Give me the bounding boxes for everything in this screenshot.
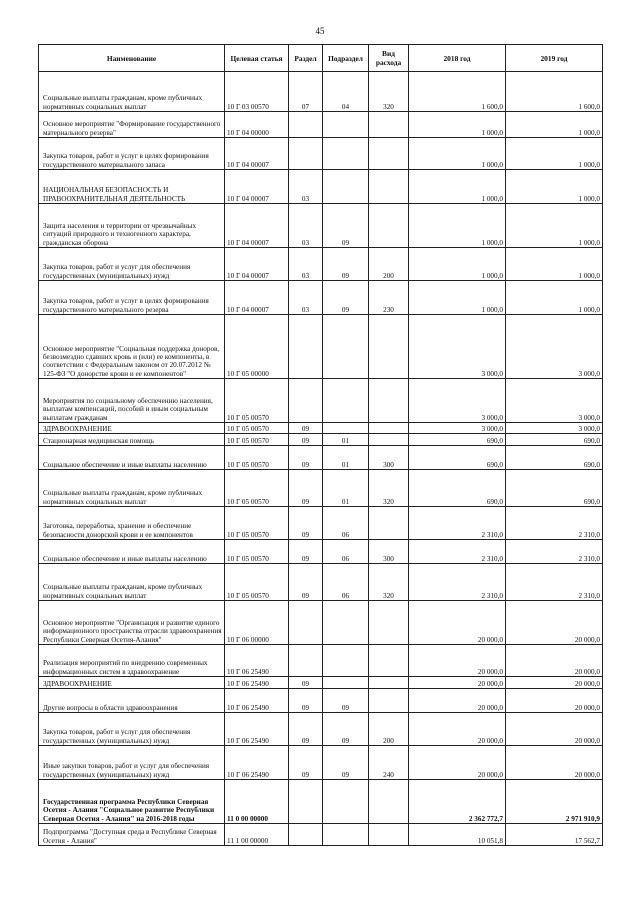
row-name: Иные закупки товаров, работ и услуг для обеспечения государственных (муниципальных) нужд: [39, 746, 225, 780]
row-target-article: 10 Г 04 00000: [225, 112, 289, 138]
row-amount-2019: 2 310,0: [506, 540, 603, 564]
row-subsection: 06: [323, 507, 369, 540]
row-amount-2019: 3 000,0: [506, 315, 603, 379]
table-row: [39, 470, 603, 507]
row-subsection: 09: [323, 281, 369, 315]
row-name: ЗДРАВООХРАНЕНИЕ: [39, 423, 225, 434]
row-amount-2018: 1 000,0: [409, 281, 506, 315]
table-row: [39, 507, 603, 540]
row-amount-2019: 20 000,0: [506, 689, 603, 713]
row-section: 03: [289, 170, 323, 204]
row-target-article: 10 Г 06 25490: [225, 746, 289, 780]
row-section: 09: [289, 746, 323, 780]
row-amount-2018: 690,0: [409, 470, 506, 507]
row-name: Основное мероприятие "Организация и развитие единого информационного пространства отрасли здравоохранения Республики Северная Осетия-Алания": [39, 601, 225, 645]
row-name: Закупка товаров, работ и услуг в целях формирования государственного материального резерва: [39, 281, 225, 315]
row-target-article: 10 Г 04 00007: [225, 248, 289, 281]
row-amount-2018: 2 310,0: [409, 540, 506, 564]
row-name: Заготовка, переработка, хранение и обеспечение безопасности донорской крови и ее компонентов: [39, 507, 225, 540]
row-expense-type: [369, 780, 409, 824]
row-section: 09: [289, 470, 323, 507]
row-expense-type: 200: [369, 713, 409, 746]
row-subsection: [323, 170, 369, 204]
row-amount-2019: 20 000,0: [506, 746, 603, 780]
row-name: Реализация мероприятий по внедрению современных информационных систем в здравоохранение: [39, 645, 225, 677]
row-section: [289, 780, 323, 824]
table-row: [39, 379, 603, 423]
table-row: [39, 72, 603, 112]
row-section: 09: [289, 540, 323, 564]
row-expense-type: [369, 170, 409, 204]
row-amount-2018: 3 000,0: [409, 423, 506, 434]
row-amount-2019: 1 000,0: [506, 281, 603, 315]
row-amount-2018: 20 000,0: [409, 713, 506, 746]
row-target-article: 10 Г 05 00000: [225, 315, 289, 379]
row-subsection: 01: [323, 446, 369, 470]
row-subsection: 06: [323, 564, 369, 601]
row-section: [289, 601, 323, 645]
table-row: [39, 248, 603, 281]
table-row: [39, 601, 603, 645]
row-section: [289, 315, 323, 379]
row-amount-2019: 1 000,0: [506, 138, 603, 170]
row-name: Социальное обеспечение и иные выплаты населению: [39, 540, 225, 564]
row-target-article: 10 Г 06 25490: [225, 689, 289, 713]
table-row: [39, 564, 603, 601]
row-target-article: 10 Г 04 00007: [225, 138, 289, 170]
row-subsection: 01: [323, 434, 369, 446]
table-row: [39, 677, 603, 689]
row-amount-2018: 20 000,0: [409, 677, 506, 689]
row-target-article: 10 Г 05 00570: [225, 446, 289, 470]
header-section: Раздел: [289, 45, 323, 72]
row-name: Социальное обеспечение и иные выплаты населению: [39, 446, 225, 470]
row-subsection: 09: [323, 248, 369, 281]
table-row: [39, 713, 603, 746]
table-row: [39, 112, 603, 138]
row-target-article: 10 Г 05 00570: [225, 540, 289, 564]
table-row: [39, 315, 603, 379]
row-target-article: 10 Г 03 00570: [225, 72, 289, 112]
row-amount-2018: 20 000,0: [409, 645, 506, 677]
row-target-article: 10 Г 05 00570: [225, 470, 289, 507]
row-expense-type: [369, 204, 409, 248]
row-amount-2019: 2 971 910,9: [506, 780, 603, 824]
header-year-2019: 2019 год: [506, 45, 603, 72]
row-target-article: 10 Г 05 00570: [225, 507, 289, 540]
row-target-article: 10 Г 06 25490: [225, 677, 289, 689]
row-target-article: 10 Г 05 00570: [225, 434, 289, 446]
row-amount-2018: 1 000,0: [409, 138, 506, 170]
budget-table: [38, 44, 603, 846]
row-amount-2019: 3 000,0: [506, 423, 603, 434]
row-target-article: 10 Г 04 00007: [225, 170, 289, 204]
row-amount-2018: 1 000,0: [409, 248, 506, 281]
row-name: Защита населения и территории от чрезвычайных ситуаций природного и техногенного характера, гражданская оборона: [39, 204, 225, 248]
row-expense-type: [369, 689, 409, 713]
page-number: 45: [315, 26, 325, 36]
row-name: Другие вопросы в области здравоохранения: [39, 689, 225, 713]
row-target-article: 10 Г 04 00007: [225, 281, 289, 315]
row-amount-2019: 3 000,0: [506, 379, 603, 423]
row-target-article: 10 Г 06 25490: [225, 713, 289, 746]
row-section: 09: [289, 507, 323, 540]
row-target-article: 10 Г 04 00007: [225, 204, 289, 248]
row-section: 09: [289, 446, 323, 470]
row-target-article: 11 1 00 00000: [225, 824, 289, 846]
row-section: 09: [289, 564, 323, 601]
table-header-row: [39, 45, 603, 72]
row-amount-2018: 2 310,0: [409, 507, 506, 540]
row-amount-2018: 690,0: [409, 434, 506, 446]
row-name: Основное мероприятие "Формирование государственного материального резерва": [39, 112, 225, 138]
row-amount-2019: 1 000,0: [506, 170, 603, 204]
row-subsection: [323, 645, 369, 677]
row-section: [289, 112, 323, 138]
row-amount-2018: 1 000,0: [409, 112, 506, 138]
row-amount-2019: 20 000,0: [506, 645, 603, 677]
table-row: [39, 170, 603, 204]
row-subsection: 01: [323, 470, 369, 507]
row-expense-type: [369, 315, 409, 379]
row-subsection: 09: [323, 204, 369, 248]
row-amount-2018: 3 000,0: [409, 379, 506, 423]
row-target-article: 10 Г 05 00570: [225, 564, 289, 601]
row-target-article: 10 Г 05 00570: [225, 379, 289, 423]
row-subsection: [323, 379, 369, 423]
header-subsection: Подраздел: [323, 45, 369, 72]
table-row: [39, 746, 603, 780]
row-expense-type: 200: [369, 248, 409, 281]
row-name: Подпрограмма "Доступная среда в Республике Северная Осетия - Алания": [39, 824, 225, 846]
row-expense-type: [369, 824, 409, 846]
row-expense-type: 300: [369, 540, 409, 564]
row-amount-2019: 1 000,0: [506, 248, 603, 281]
row-expense-type: [369, 507, 409, 540]
table-row: [39, 281, 603, 315]
header-year-2018: 2018 год: [409, 45, 506, 72]
row-amount-2019: 1 600,0: [506, 72, 603, 112]
row-expense-type: [369, 423, 409, 434]
row-section: 03: [289, 204, 323, 248]
row-section: 09: [289, 423, 323, 434]
table-row: [39, 645, 603, 677]
table-row: [39, 446, 603, 470]
row-subsection: 09: [323, 689, 369, 713]
row-subsection: [323, 677, 369, 689]
row-section: [289, 379, 323, 423]
row-amount-2019: 17 562,7: [506, 824, 603, 846]
row-target-article: 10 Г 06 25490: [225, 645, 289, 677]
row-amount-2019: 2 310,0: [506, 564, 603, 601]
row-name: Социальные выплаты гражданам, кроме публичных нормативных социальных выплат: [39, 564, 225, 601]
row-expense-type: [369, 112, 409, 138]
row-subsection: [323, 423, 369, 434]
row-subsection: 06: [323, 540, 369, 564]
table-row: [39, 540, 603, 564]
table-row: [39, 780, 603, 824]
table-row: [39, 138, 603, 170]
row-subsection: [323, 601, 369, 645]
header-expense-type: Вид расхода: [369, 45, 409, 72]
row-expense-type: 320: [369, 72, 409, 112]
row-name: Социальные выплаты гражданам, кроме публичных нормативных социальных выплат: [39, 72, 225, 112]
row-amount-2018: 1 000,0: [409, 204, 506, 248]
row-subsection: [323, 315, 369, 379]
row-amount-2019: 20 000,0: [506, 601, 603, 645]
row-expense-type: 300: [369, 446, 409, 470]
row-amount-2019: 1 000,0: [506, 204, 603, 248]
row-amount-2019: 2 310,0: [506, 507, 603, 540]
row-subsection: 09: [323, 746, 369, 780]
row-subsection: 04: [323, 72, 369, 112]
row-amount-2018: 2 310,0: [409, 564, 506, 601]
header-target-article: Целевая статья: [225, 45, 289, 72]
row-expense-type: [369, 434, 409, 446]
row-subsection: [323, 138, 369, 170]
row-expense-type: [369, 645, 409, 677]
row-amount-2019: 1 000,0: [506, 112, 603, 138]
row-amount-2018: 690,0: [409, 446, 506, 470]
row-section: 09: [289, 713, 323, 746]
row-amount-2019: 690,0: [506, 434, 603, 446]
row-amount-2019: 20 000,0: [506, 677, 603, 689]
row-expense-type: 320: [369, 564, 409, 601]
row-amount-2018: 20 000,0: [409, 746, 506, 780]
row-expense-type: [369, 677, 409, 689]
row-name: Социальные выплаты гражданам, кроме публичных нормативных социальных выплат: [39, 470, 225, 507]
row-amount-2018: 2 362 772,7: [409, 780, 506, 824]
row-amount-2018: 1 600,0: [409, 72, 506, 112]
row-expense-type: [369, 138, 409, 170]
row-section: [289, 645, 323, 677]
row-name: Мероприятия по социальному обеспечению населения, выплатам компенсаций, пособий и иным социальным выплатам гражданам: [39, 379, 225, 423]
row-subsection: [323, 112, 369, 138]
row-section: [289, 138, 323, 170]
row-expense-type: 230: [369, 281, 409, 315]
table-row: [39, 689, 603, 713]
row-expense-type: [369, 601, 409, 645]
row-target-article: 11 0 00 00000: [225, 780, 289, 824]
row-expense-type: 240: [369, 746, 409, 780]
row-section: 09: [289, 677, 323, 689]
row-section: 03: [289, 248, 323, 281]
row-amount-2018: 1 000,0: [409, 170, 506, 204]
row-section: [289, 824, 323, 846]
row-name: Стационарная медицинская помощь: [39, 434, 225, 446]
row-name: Основное мероприятие "Социальная поддержка доноров, безвозмездно сдавших кровь и (или) ее компоненты, в соответствии с Федеральным законом от 20.07.2012 № 125-ФЗ "О донорстве крови и ее компонентов": [39, 315, 225, 379]
table-body: [39, 72, 603, 846]
row-subsection: 09: [323, 713, 369, 746]
row-section: 07: [289, 72, 323, 112]
row-expense-type: 320: [369, 470, 409, 507]
table-row: [39, 204, 603, 248]
row-name: НАЦИОНАЛЬНАЯ БЕЗОПАСНОСТЬ И ПРАВООХРАНИТЕЛЬНАЯ ДЕЯТЕЛЬНОСТЬ: [39, 170, 225, 204]
row-amount-2018: 20 000,0: [409, 689, 506, 713]
row-amount-2018: 20 000,0: [409, 601, 506, 645]
row-section: 03: [289, 281, 323, 315]
table-row: [39, 824, 603, 846]
row-amount-2019: 20 000,0: [506, 713, 603, 746]
row-target-article: 10 Г 06 00000: [225, 601, 289, 645]
row-amount-2019: 690,0: [506, 446, 603, 470]
row-name: Закупка товаров, работ и услуг для обеспечения государственных (муниципальных) нужд: [39, 248, 225, 281]
row-amount-2018: 10 051,8: [409, 824, 506, 846]
table-row: [39, 434, 603, 446]
row-section: 09: [289, 689, 323, 713]
row-name: ЗДРАВООХРАНЕНИЕ: [39, 677, 225, 689]
row-name: Закупка товаров, работ и услуг для обеспечения государственных (муниципальных) нужд: [39, 713, 225, 746]
row-amount-2019: 690,0: [506, 470, 603, 507]
row-subsection: [323, 824, 369, 846]
row-name: Государственная программа Республики Северная Осетия - Алания "Социальное развитие Республики Северная Осетия - Алания" на 2016-2018 годы: [39, 780, 225, 824]
row-section: 09: [289, 434, 323, 446]
row-subsection: [323, 780, 369, 824]
header-name: Наименование: [39, 45, 225, 72]
table-row: [39, 423, 603, 434]
row-amount-2018: 3 000,0: [409, 315, 506, 379]
row-name: Закупка товаров, работ и услуг в целях формирования государственного материального запаса: [39, 138, 225, 170]
row-expense-type: [369, 379, 409, 423]
row-target-article: 10 Г 05 00570: [225, 423, 289, 434]
